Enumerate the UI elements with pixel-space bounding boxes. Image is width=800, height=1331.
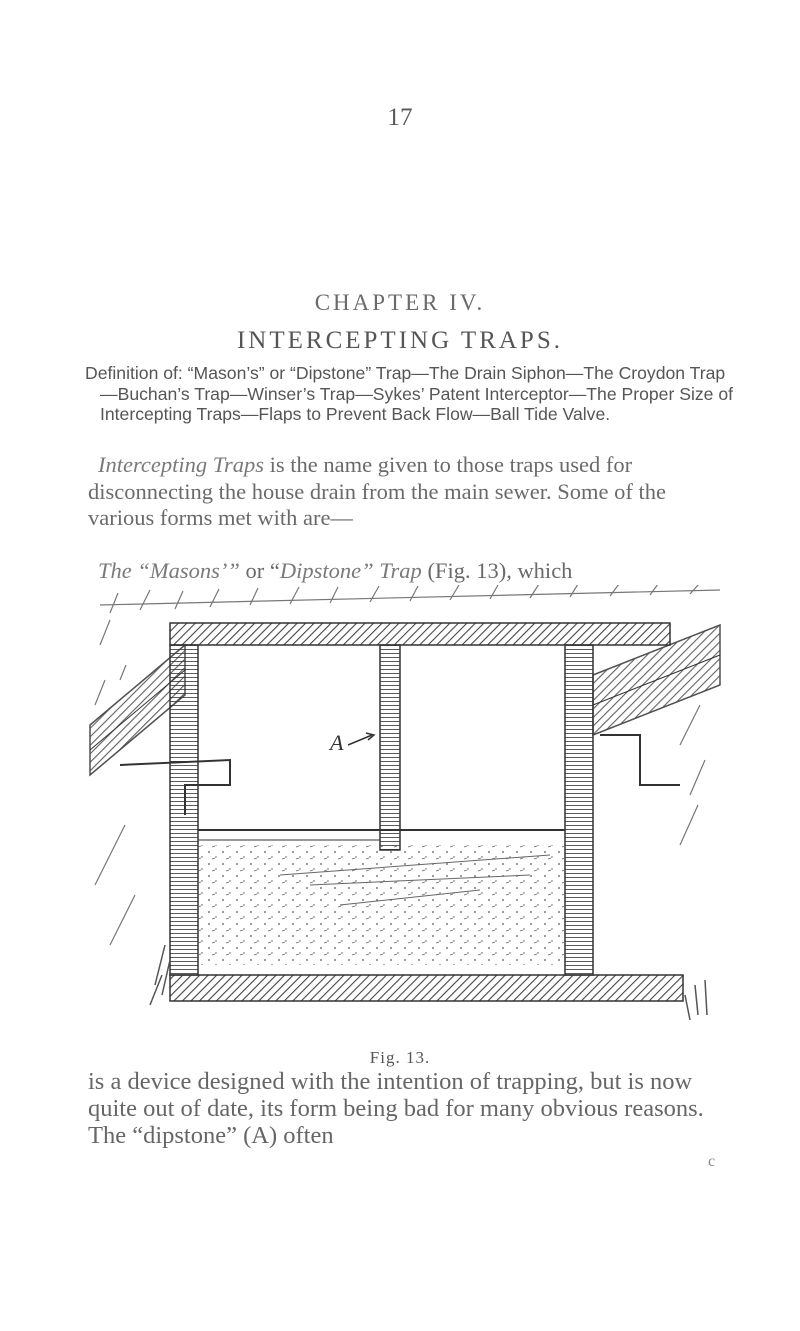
paragraph-text: (Fig. 13), which	[421, 558, 573, 583]
term-masons: The “Masons’”	[98, 558, 240, 583]
paragraph-text: or “	[239, 558, 280, 583]
chapter-title: INTERCEPTING TRAPS.	[236, 327, 563, 354]
paragraph-intercepting-traps	[88, 452, 728, 532]
chapter-heading: CHAPTER IV.	[314, 290, 486, 315]
figure-13-dipstone-trap	[80, 585, 730, 1045]
paragraph-text: is the name given to those traps used for disconnecting the house drain from the main sewer. Some of the various forms met with are—	[88, 452, 666, 530]
term-trap: ” Trap	[361, 558, 422, 583]
paragraph-masons-trap	[88, 558, 728, 584]
figure-label-a: A	[330, 730, 344, 755]
term-dipstone: Dipstone	[279, 558, 362, 583]
chapter-synopsis: Definition of: “Mason’s” or “Dipstone” Trap—The Drain Siphon—The Croydon Trap—Buchan’s Trap—Winser’s Trap—Sykes’ Patent Interceptor—The Proper Size of Intercepting Traps—Flaps to Prevent Back Flow—Ball Tide Valve.	[85, 363, 733, 424]
figure-caption: Fig. 13.	[369, 1048, 431, 1067]
paragraph-dipstone-description: is a device designed with the intention of trapping, but is now quite out of date, its form being bad for many obvious reasons. The “dipstone” (A) often	[88, 1068, 704, 1149]
page-number: 17	[387, 104, 413, 131]
catchword: c	[708, 1153, 716, 1170]
term-intercepting-traps: Intercepting Traps	[98, 452, 265, 477]
